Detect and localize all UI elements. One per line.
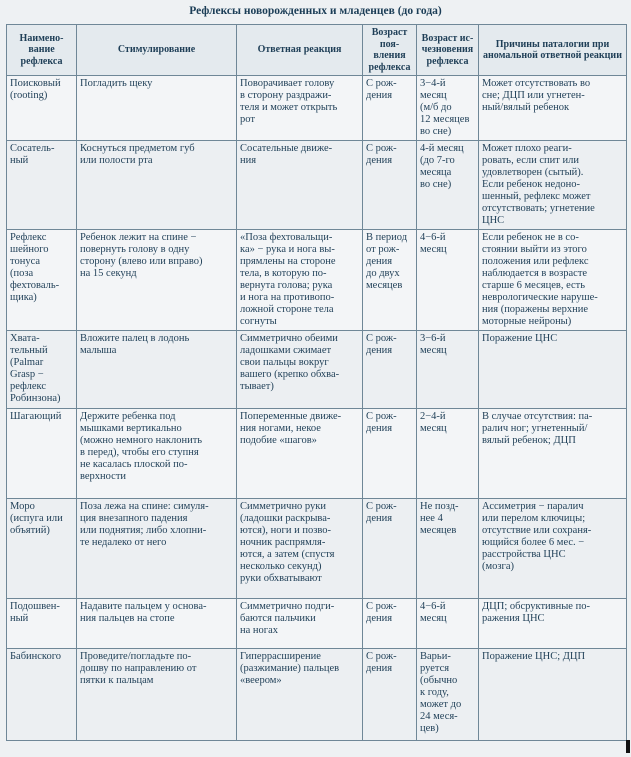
cell-onset: С рож- дения (363, 599, 417, 649)
cell-pathology: Может плохо реаги- ровать, если спит или удовлетворен (сытый). Если ребенок недоно- шенный, рефлекс может отсутствовать; угнетение ЦНС (479, 141, 627, 230)
cell-response: Симметрично подги- баются пальчики на ногах (237, 599, 363, 649)
cell-stimulus: Надавите пальцем у основа- ния пальцев на стопе (77, 599, 237, 649)
cell-pathology: В случае отсутствия: па- ралич ног; угнетенный/ вялый ребенок; ДЦП (479, 409, 627, 499)
cell-response: Поворачивает голову в сторону раздражи- теля и может открыть рот (237, 76, 363, 141)
cell-response: Симметрично руки (ладошки раскрыва- ются), ноги и позво- ночник распрямля- ются, а затем (спустя несколько секунд) руки обхватывают (237, 499, 363, 599)
cell-stimulus: Поза лежа на спине: симуля- ция внезапного падения или поднятия; либо хлопни- те недалеко от него (77, 499, 237, 599)
header-name: Наимено- вание рефлекса (7, 25, 77, 76)
table-row (7, 599, 627, 649)
header-pathology: Причины паталогии при аномальной ответной реакции (479, 25, 627, 76)
cell-onset: С рож- дения (363, 331, 417, 409)
cell-reflex-name: Хвата- тельный (Palmar Grasp − рефлекс Робинзона) (7, 331, 77, 409)
table-row (7, 76, 627, 141)
cell-onset: С рож- дения (363, 141, 417, 230)
header-onset: Возраст поя- вления рефлекса (363, 25, 417, 76)
cell-response: «Поза фехтовальщи- ка» − рука и нога вы- прямлены на стороне тела, в которую по- вернута голова; рука и нога на противопо- ложной стороне тела согнуты (237, 230, 363, 331)
cell-reflex-name: Подошвен- ный (7, 599, 77, 649)
table-row (7, 409, 627, 499)
header-row (7, 25, 627, 76)
cell-pathology: ДЦП; обсруктивные по- ражения ЦНС (479, 599, 627, 649)
header-disappearance: Возраст ис- чезновения рефлекса (417, 25, 479, 76)
cell-onset: В период от рож- дения до двух месяцев (363, 230, 417, 331)
cell-reflex-name: Бабинского (7, 649, 77, 741)
cell-stimulus: Ребенок лежит на спине − повернуть голову в одну сторону (влево или вправо) на 15 секунд (77, 230, 237, 331)
cell-disappearance: Варьи- руется (обычно к году, может до 24 меся- цев) (417, 649, 479, 741)
cell-onset: С рож- дения (363, 499, 417, 599)
cell-pathology: Поражение ЦНС; ДЦП (479, 649, 627, 741)
cell-response: Сосательные движе- ния (237, 141, 363, 230)
cell-onset: С рож- дения (363, 76, 417, 141)
cell-reflex-name: Моро (испуга или объятий) (7, 499, 77, 599)
table-row (7, 331, 627, 409)
cell-pathology: Поражение ЦНС (479, 331, 627, 409)
cell-disappearance: 3−4-й месяц (м/б до 12 месяцев во сне) (417, 76, 479, 141)
cell-disappearance: 4−6-й месяц (417, 599, 479, 649)
cell-disappearance: 4-й месяц (до 7-го месяца во сне) (417, 141, 479, 230)
cell-reflex-name: Шагающий (7, 409, 77, 499)
cell-stimulus: Проведите/погладьте по- дошву по направлению от пятки к пальцам (77, 649, 237, 741)
cell-reflex-name: Рефлекс шейного тонуса (поза фехтоваль- щика) (7, 230, 77, 331)
table-row (7, 499, 627, 599)
header-response: Ответная реакция (237, 25, 363, 76)
table-title: Рефлексы новорожденных и младенцев (до года) (189, 5, 442, 17)
header-stimulus: Стимулирование (77, 25, 237, 76)
cell-onset: С рож- дения (363, 649, 417, 741)
cell-reflex-name: Поисковый (rooting) (7, 76, 77, 141)
cell-stimulus: Коснуться предметом губ или полости рта (77, 141, 237, 230)
cell-pathology: Если ребенок не в со- стоянии выйти из этого положения или рефлекс наблюдается в возрасте старше 6 месяцев, есть неврологические наруше- ния (поражены верхние моторные нейроны) (479, 230, 627, 331)
table-row (7, 649, 627, 741)
cell-response: Симметрично обеими ладошками сжимает свои пальцы вокруг вашего (крепко обхва- тывает) (237, 331, 363, 409)
cell-stimulus: Погладить щеку (77, 76, 237, 141)
cell-disappearance: 4−6-й месяц (417, 230, 479, 331)
cell-pathology: Ассиметрия − паралич или перелом ключицы; отсутствие или сохраня- ющийся более 6 мес. − расстройства ЦНС (мозга) (479, 499, 627, 599)
cell-disappearance: Не позд- нее 4 месяцев (417, 499, 479, 599)
table-row (7, 230, 627, 331)
cell-stimulus: Вложите палец в лодонь малыша (77, 331, 237, 409)
cell-response: Попеременные движе- ния ногами, некое подобие «шагов» (237, 409, 363, 499)
cell-disappearance: 2−4-й месяц (417, 409, 479, 499)
cell-pathology: Может отсутствовать во сне; ДЦП или угнетен- ный/вялый ребенок (479, 76, 627, 141)
cell-disappearance: 3−6-й месяц (417, 331, 479, 409)
reflex-table (6, 24, 627, 741)
cell-onset: С рож- дения (363, 409, 417, 499)
table-row (7, 141, 627, 230)
cell-reflex-name: Сосатель- ный (7, 141, 77, 230)
cell-response: Гиперрасширение (разжимание) пальцев «веером» (237, 649, 363, 741)
cell-stimulus: Держите ребенка под мышками вертикально (можно немного наклонить в перед), чтобы его ступня не касалась плоской по- верхности (77, 409, 237, 499)
corner-mark (626, 740, 630, 753)
